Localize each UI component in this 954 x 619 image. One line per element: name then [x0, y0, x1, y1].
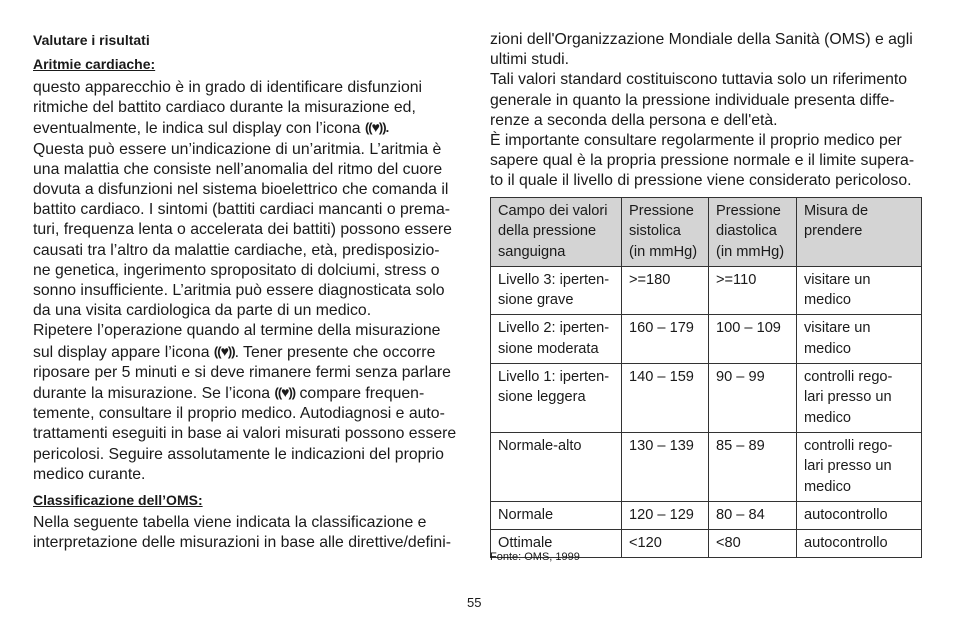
table-cell: visitare un medico	[797, 315, 922, 364]
table-row	[491, 364, 922, 433]
table-cell: Normale-alto	[491, 432, 622, 501]
table-cell: Livello 3: iperten- sione grave	[491, 266, 622, 315]
table-row	[491, 315, 922, 364]
arrhythmia-heart-icon: ((♥))	[274, 384, 296, 401]
arrhythmia-heart-icon: ((♥)).	[364, 119, 389, 136]
table-cell: 160 – 179	[622, 315, 709, 364]
table-row	[491, 501, 922, 529]
table-cell: 120 – 129	[622, 501, 709, 529]
table-cell: Ottimale	[491, 530, 622, 558]
header-pressure-range: Campo dei valori della pressione sanguigna	[491, 198, 622, 267]
who-classification-table	[490, 197, 922, 558]
table-cell: controlli rego- lari presso un medico	[797, 364, 922, 433]
table-cell: Livello 1: iperten- sione leggera	[491, 364, 622, 433]
table-header-row	[491, 198, 922, 267]
table-source-note: Fonte: OMS, 1999	[490, 551, 580, 563]
who-intro-paragraph: Nella seguente tabella viene indicata la classificazione e interpretazione delle misurazioni in base alle direttive/defini-	[33, 514, 451, 552]
header-systolic: Pressione sistolica (in mmHg)	[622, 198, 709, 267]
table-row	[491, 266, 922, 315]
arrhythmia-heart-icon: ((♥))	[213, 342, 235, 359]
table-cell: 85 – 89	[709, 432, 797, 501]
table-cell: controlli rego- lari presso un medico	[797, 432, 922, 501]
table-cell: 130 – 139	[622, 432, 709, 501]
table-cell: <80	[709, 530, 797, 558]
table-cell: >=180	[622, 266, 709, 315]
table-cell: <120	[622, 530, 709, 558]
subheading-who: Classificazione dell’OMS:	[33, 492, 203, 508]
table-cell: 90 – 99	[709, 364, 797, 433]
table-cell: 100 – 109	[709, 315, 797, 364]
table-cell: Normale	[491, 501, 622, 529]
table-row	[491, 432, 922, 501]
table-cell: 140 – 159	[622, 364, 709, 433]
header-diastolic: Pressione diastolica (in mmHg)	[709, 198, 797, 267]
page-number: 55	[467, 595, 482, 610]
subheading-arrhythmia: Aritmie cardiache:	[33, 56, 156, 72]
table-cell: >=110	[709, 266, 797, 315]
table-cell: Livello 2: iperten- sione moderata	[491, 315, 622, 364]
header-measure: Misura de prendere	[797, 198, 922, 267]
table-cell: autocontrollo	[797, 501, 922, 529]
arrhythmia-paragraph: questo apparecchio è in grado di identificare disfunzioni ritmiche del battito cardiaco durante la misurazione ed, eventualmente, le indica sul display con l’icona ((♥)). Questa può essere un’indicazione di un’aritmia. L’aritmia è una malattia che consiste nell’anomalia del ritmo del cuore dovuta a disfunzioni nel sistema bioelettrico che comanda il battito cardiaco. I sintomi (battiti cardiaci mancanti o prema- turi, frequenza lenta o accelerata dei battiti) possono essere causati tra l’altro da malattie cardiache, età, predisposizio- ne genetica, ingerimento spropositato di dolciumi, stress o sonno insufficiente. L’aritmia può essere diagnosticata solo da una visita cardiologica da parte di un medico. Ripetere l’operazione quando al termine della misurazione sul display appare l’icona ((♥)). Tener presente che occorre riposare per 5 minuti e si deve rimanere fermi senza parlare durante la misurazione. Se l’icona ((♥)) compare frequen- temente, consultare il proprio medico. Autodiagnosi e auto- trattamenti eseguiti in base ai valori misurati possono essere pericolosi. Seguire assolutamente le indicazioni del proprio medico curante.	[33, 79, 457, 483]
table-cell: autocontrollo	[797, 530, 922, 558]
continuation-paragraph: zioni dell'Organizzazione Mondiale della Sanità (OMS) e agli ultimi studi. Tali valori standard costituiscono tuttavia solo un riferimento generale in quanto la pressione individuale presenta diffe- renze a seconda della persona e dell'età. È importante consultare regolarmente il proprio medico per sapere qual è la propria pressione normale e il limite supera- to il quale il livello di pressione viene considerato pericoloso.	[490, 31, 915, 190]
section-heading: Valutare i risultati	[33, 32, 150, 48]
table-cell: 80 – 84	[709, 501, 797, 529]
table-cell: visitare un medico	[797, 266, 922, 315]
